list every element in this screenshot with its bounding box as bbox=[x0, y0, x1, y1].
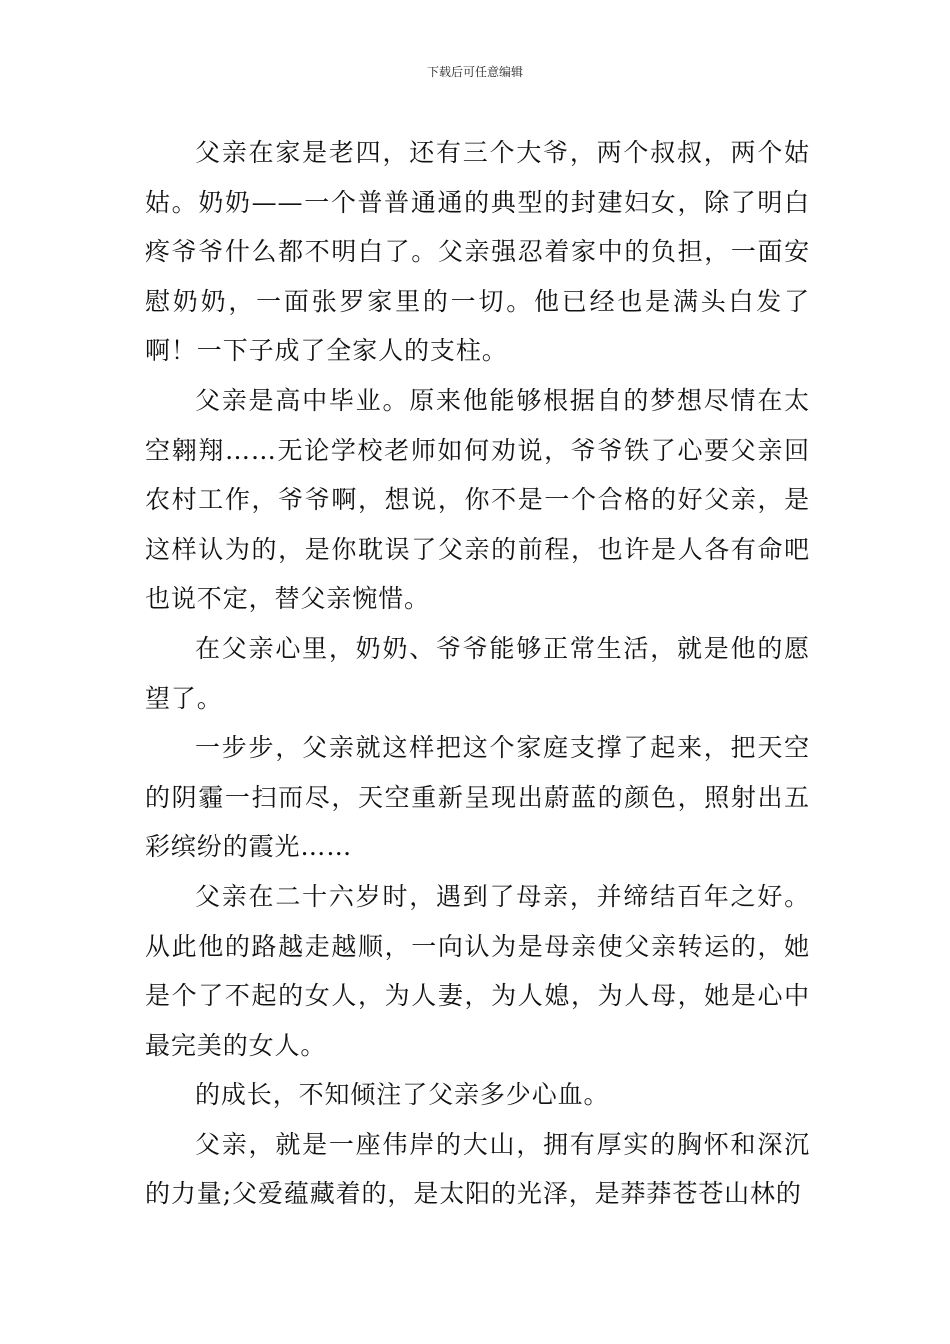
paragraph-wish: 在父亲心里，奶奶、爷爷能够正常生活，就是他的愿望了。 bbox=[145, 633, 810, 713]
page-header-note: 下载后可任意编辑 bbox=[426, 65, 523, 79]
paragraph-growth: 的成长，不知倾注了父亲多少心血。 bbox=[195, 1080, 610, 1110]
paragraph-support: 一步步，父亲就这样把这个家庭支撑了起来，把天空的阴霾一扫而尽，天空重新呈现出蔚蓝的颜色，照射出五彩缤纷的霞光…… bbox=[145, 733, 810, 862]
paragraph-education: 父亲是高中毕业。原来他能够根据自的梦想尽情在太空翱翔……无论学校老师如何劝说，爷爷铁了心要父亲回农村工作，爷爷啊，想说，你不是一个合格的好父亲，是这样认为的，是你耽误了父亲的前程，也许是人各有命吧也说不定，替父亲惋惜。 bbox=[145, 385, 810, 614]
paragraph-mountain: 父亲，就是一座伟岸的大山，拥有厚实的胸怀和深沉的力量;父爱蕴藏着的，是太阳的光泽，是莽莽苍苍山林的 bbox=[145, 1129, 810, 1209]
document-body bbox=[145, 128, 810, 1219]
paragraph-family-background: 父亲在家是老四，还有三个大爷，两个叔叔，两个姑姑。奶奶——一个普普通通的典型的封建妇女，除了明白疼爷爷什么都不明白了。父亲强忍着家中的负担，一面安慰奶奶，一面张罗家里的一切。他已经也是满头白发了啊！一下子成了全家人的支柱。 bbox=[145, 138, 810, 366]
paragraph-mother: 父亲在二十六岁时，遇到了母亲，并缔结百年之好。从此他的路越走越顺，一向认为是母亲使父亲转运的，她是个了不起的女人，为人妻，为人媳，为人母，她是心中最完美的女人。 bbox=[145, 881, 810, 1060]
